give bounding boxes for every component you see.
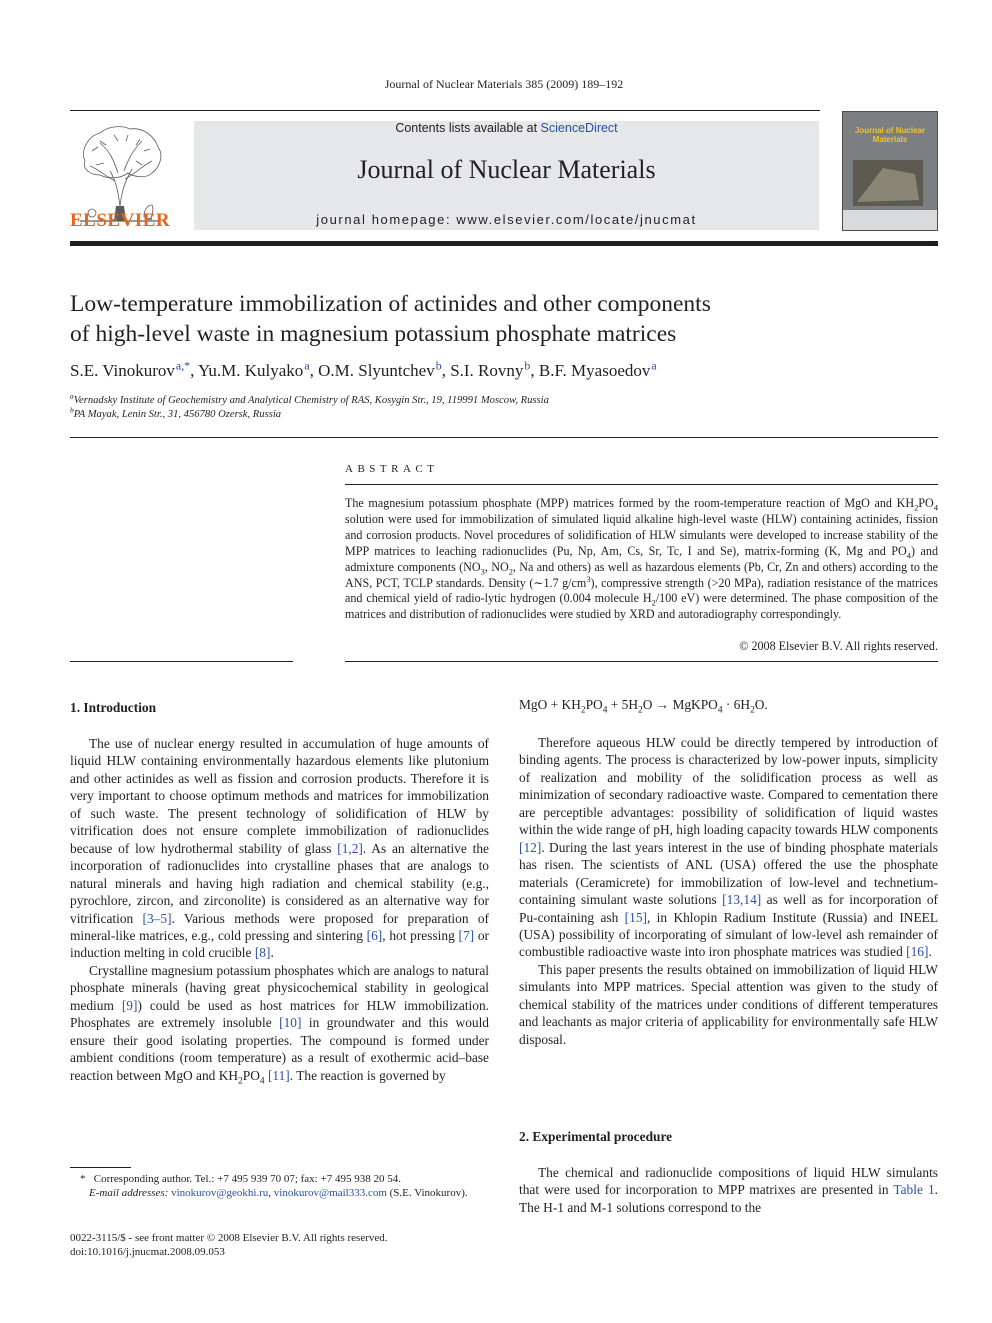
footnote-rule <box>70 1167 131 1168</box>
paragraph: The use of nuclear energy resulted in accumulation of huge amounts of liquid HLW containing environmentally hazardous elements like plutonium and other actinides as well as fission and corrosion products. Therefore it is very important to choose optimum methods and matrices for immobilization of such waste. The present technology of solidification of HLW by vitrification does not ensure complete immobilization of radionuclides because of low hydrothermal stability of glass [1,2]. As an alternative the incorporation of radionuclides into crystalline phases that are analogs to natural minerals and having high radiation and chemical stability (e.g., pyrochlore, zircon, and zirconolite) is considered as an alternative way for vitrification [3–5]. Various methods were proposed for preparation of mineral-like matrices, e.g., cold pressing and sintering [6], hot pressing [7] or induction melting in cold crucible [8]. <box>70 736 489 961</box>
citation-link[interactable]: [15] <box>624 909 647 925</box>
author-affiliation-mark[interactable]: b <box>524 358 531 373</box>
section-heading-experimental: 2. Experimental procedure <box>519 1129 673 1144</box>
abstract-text: The magnesium potassium phosphate (MPP) matrices formed by the room-temperature reaction of MgO and $KH_2PO_4$ solution were used for immobilization of simulated liquid alkaline high-level waste (HLW) containing actinides, fission and corrosion products. Novel procedures of solidification of HLW simulants were developed to increase stability of the MPP matrices to leaching radionuclides (Pu, Np, Am, Cs, Sr, Tc, I and Se), matrix-forming (K, Mg and $PO_4$) and admixture components ($NO_3$, $NO_2$, Na and others) as well as hazardous elements (Pb, Cr, Zn and others) according to the ANS, PCT, TCLP standards. Density (∼1.7 $g/cm^3$), compressive strength (>20 MPa), radiation resistance of the matrices and chemical yield of radio-lytic hydrogen (0.004 molecule $H_2/100$ eV) were determined. The phase composition of the matrices and distribution of radionuclides were studied by XRD and autoradiography correspondingly. <box>345 496 939 622</box>
header-thick-rule <box>70 241 938 246</box>
footnote-line: * Corresponding author. Tel.: +7 495 939 70 07; fax: +7 495 938 20 54. <box>80 1173 401 1185</box>
table-link[interactable]: Table 1 <box>893 1182 935 1198</box>
citation-link[interactable]: [8] <box>254 945 271 961</box>
reaction-equation: MgO + $KH_2PO_4 + 5H_2O$ → MgKPO$_4$ · $6H_2O$. <box>519 697 768 716</box>
email-link[interactable]: vinokurov@geokhi.ru <box>171 1187 269 1200</box>
citation-link[interactable]: [13,14] <box>722 892 762 908</box>
affiliations <box>70 391 930 422</box>
section-heading-introduction: 1. Introduction <box>70 700 157 715</box>
affiliation-text: Vernadsky Institute of Geochemistry and Analytical Chemistry of RAS, Kosygin Str., 19, 119991 Moscow, Russia <box>73 395 549 406</box>
doi-line[interactable]: doi:10.1016/j.jnucmat.2008.09.053 <box>70 1246 225 1259</box>
citation-link[interactable]: [1,2] <box>337 840 363 856</box>
citation-link[interactable]: [7] <box>458 927 475 943</box>
contents-line <box>194 121 819 135</box>
header-rule <box>70 110 820 111</box>
paragraph: Crystalline magnesium potassium phosphates which are analogs to natural phosphate minerals (having great physicochemical stability in geological medium [9]) could be used as host matrices for HLW immobilization. Phosphates are extremely insoluble [10] in groundwater and this would ensure their good isolating properties. The compound is formed under ambient conditions (room temperature) as a result of exothermic acid–base reaction between MgO and $KH_2PO_4$ [11]. The reaction is governed by <box>70 962 490 1087</box>
citation-link[interactable]: [9] <box>121 997 138 1013</box>
citation-link[interactable]: [3–5] <box>142 910 172 926</box>
citation-link[interactable]: [12] <box>519 839 542 855</box>
section-rule-right <box>345 661 938 662</box>
footnote-mark: * <box>80 1173 86 1185</box>
author-name[interactable]: O.M. Slyuntchev <box>318 361 435 380</box>
paragraph: Therefore aqueous HLW could be directly tempered by introduction of binding agents. The process is characterized by low-power inputs, simplicity of realization and mobility of the solidification process as well as minimization of secondary radioactive waste. Compared to cementation there are perceptible advantages: possibility of solidification of liquid wastes within the wide range of pH, high loading capacity towards HLW components [12]. During the last years interest in the use of binding phosphate materials has risen. The scientists of ANL (USA) offered the use the phosphate materials (Ceramicrete) for immobilization of low-level and technetium-containing simulant waste solutions [13,14] as well as for incorporation of Pu-containing ash [15], in Khlopin Radium Institute (Russia) and INEEL (USA) possibility of incorporating of simulant of low-level ash remainder of combustible radioactive waste into iron phosphate matrices was studied [16]. <box>519 735 939 960</box>
elsevier-wordmark: ELSEVIER <box>70 210 171 231</box>
affiliation-text: PA Mayak, Lenin Str., 31, 456780 Ozersk, Russia <box>73 409 282 420</box>
journal-title: Journal of Nuclear Materials <box>357 155 656 184</box>
section-rule-left <box>70 661 293 662</box>
abstract-rule <box>345 484 938 485</box>
affiliation-a <box>70 391 930 408</box>
journal-reference: Journal of Nuclear Materials 385 (2009) 189–192 <box>384 77 624 91</box>
affiliation-b <box>70 405 930 422</box>
author-name[interactable]: Yu.M. Kulyako <box>198 361 304 380</box>
affiliation-mark: a <box>70 391 74 401</box>
citation-link[interactable]: [11] <box>267 1067 290 1083</box>
abstract-heading: ABSTRACT <box>345 463 439 475</box>
sciencedirect-link[interactable]: ScienceDirect <box>540 121 618 135</box>
author-list: S.E. Vinokurov $^{a,*}$, Yu.M. Kulyako $^a$, O.M. Slyuntchev $^b$, S.I. Rovny $^b$, B.F. Myasoedov $^a$ <box>70 358 657 380</box>
journal-homepage[interactable]: journal homepage: www.elsevier.com/locate/jnucmat <box>316 212 697 227</box>
corresponding-author-footnote <box>70 1172 489 1201</box>
front-matter <box>70 1231 489 1260</box>
body-column-right <box>519 734 938 1048</box>
citation-link[interactable]: [6] <box>366 927 383 943</box>
author-affiliation-mark[interactable]: a,* <box>175 358 191 373</box>
abstract-copyright: © 2008 Elsevier B.V. All rights reserved. <box>739 639 938 653</box>
article-title-line-1: Low-temperature immobilization of actinides and other components <box>70 291 711 317</box>
section-rule <box>70 437 938 438</box>
author-affiliation-mark[interactable]: b <box>435 358 442 373</box>
affiliation-mark: b <box>70 405 74 415</box>
contents-prefix: Contents lists available at <box>395 121 541 135</box>
body-column-left <box>70 735 490 1087</box>
article-title-line-2: of high-level waste in magnesium potassium phosphate matrices <box>70 321 677 347</box>
author-affiliation-mark[interactable]: a <box>651 358 657 373</box>
footnote-emails: E-mail addresses: vinokurov@geokhi.ru, vinokurov@mail333.com (S.E. Vinokurov). <box>89 1187 468 1200</box>
cover-title: Journal of Nuclear Materials <box>854 126 926 144</box>
email-link[interactable]: vinokurov@mail333.com <box>273 1187 387 1200</box>
citation-link[interactable]: [16] <box>906 944 929 960</box>
author-affiliation-mark[interactable]: a <box>304 358 310 373</box>
article-title <box>70 289 870 349</box>
body-column-right-continued <box>519 1164 938 1216</box>
author-name[interactable]: S.I. Rovny <box>450 361 524 380</box>
issn-line: 0022-3115/$ - see front matter © 2008 Elsevier B.V. All rights reserved. <box>70 1232 388 1244</box>
journal-cover-image <box>842 111 938 231</box>
author-name[interactable]: B.F. Myasoedov <box>538 361 651 380</box>
citation-link[interactable]: [10] <box>279 1015 302 1031</box>
paragraph: The chemical and radionuclide compositions of liquid HLW simulants that were used for incorporation to MPP matrixes are presented in Table 1. The H-1 and M-1 solutions correspond to the <box>519 1165 939 1215</box>
author-name[interactable]: S.E. Vinokurov <box>70 361 175 380</box>
paragraph: This paper presents the results obtained on immobilization of liquid HLW simulants into MPP matrices. Special attention was given to the study of chemical stability of the matrices under conditions of different temperatures and leachants as major criteria of applicability for environmentally safe HLW disposal. <box>519 961 938 1047</box>
